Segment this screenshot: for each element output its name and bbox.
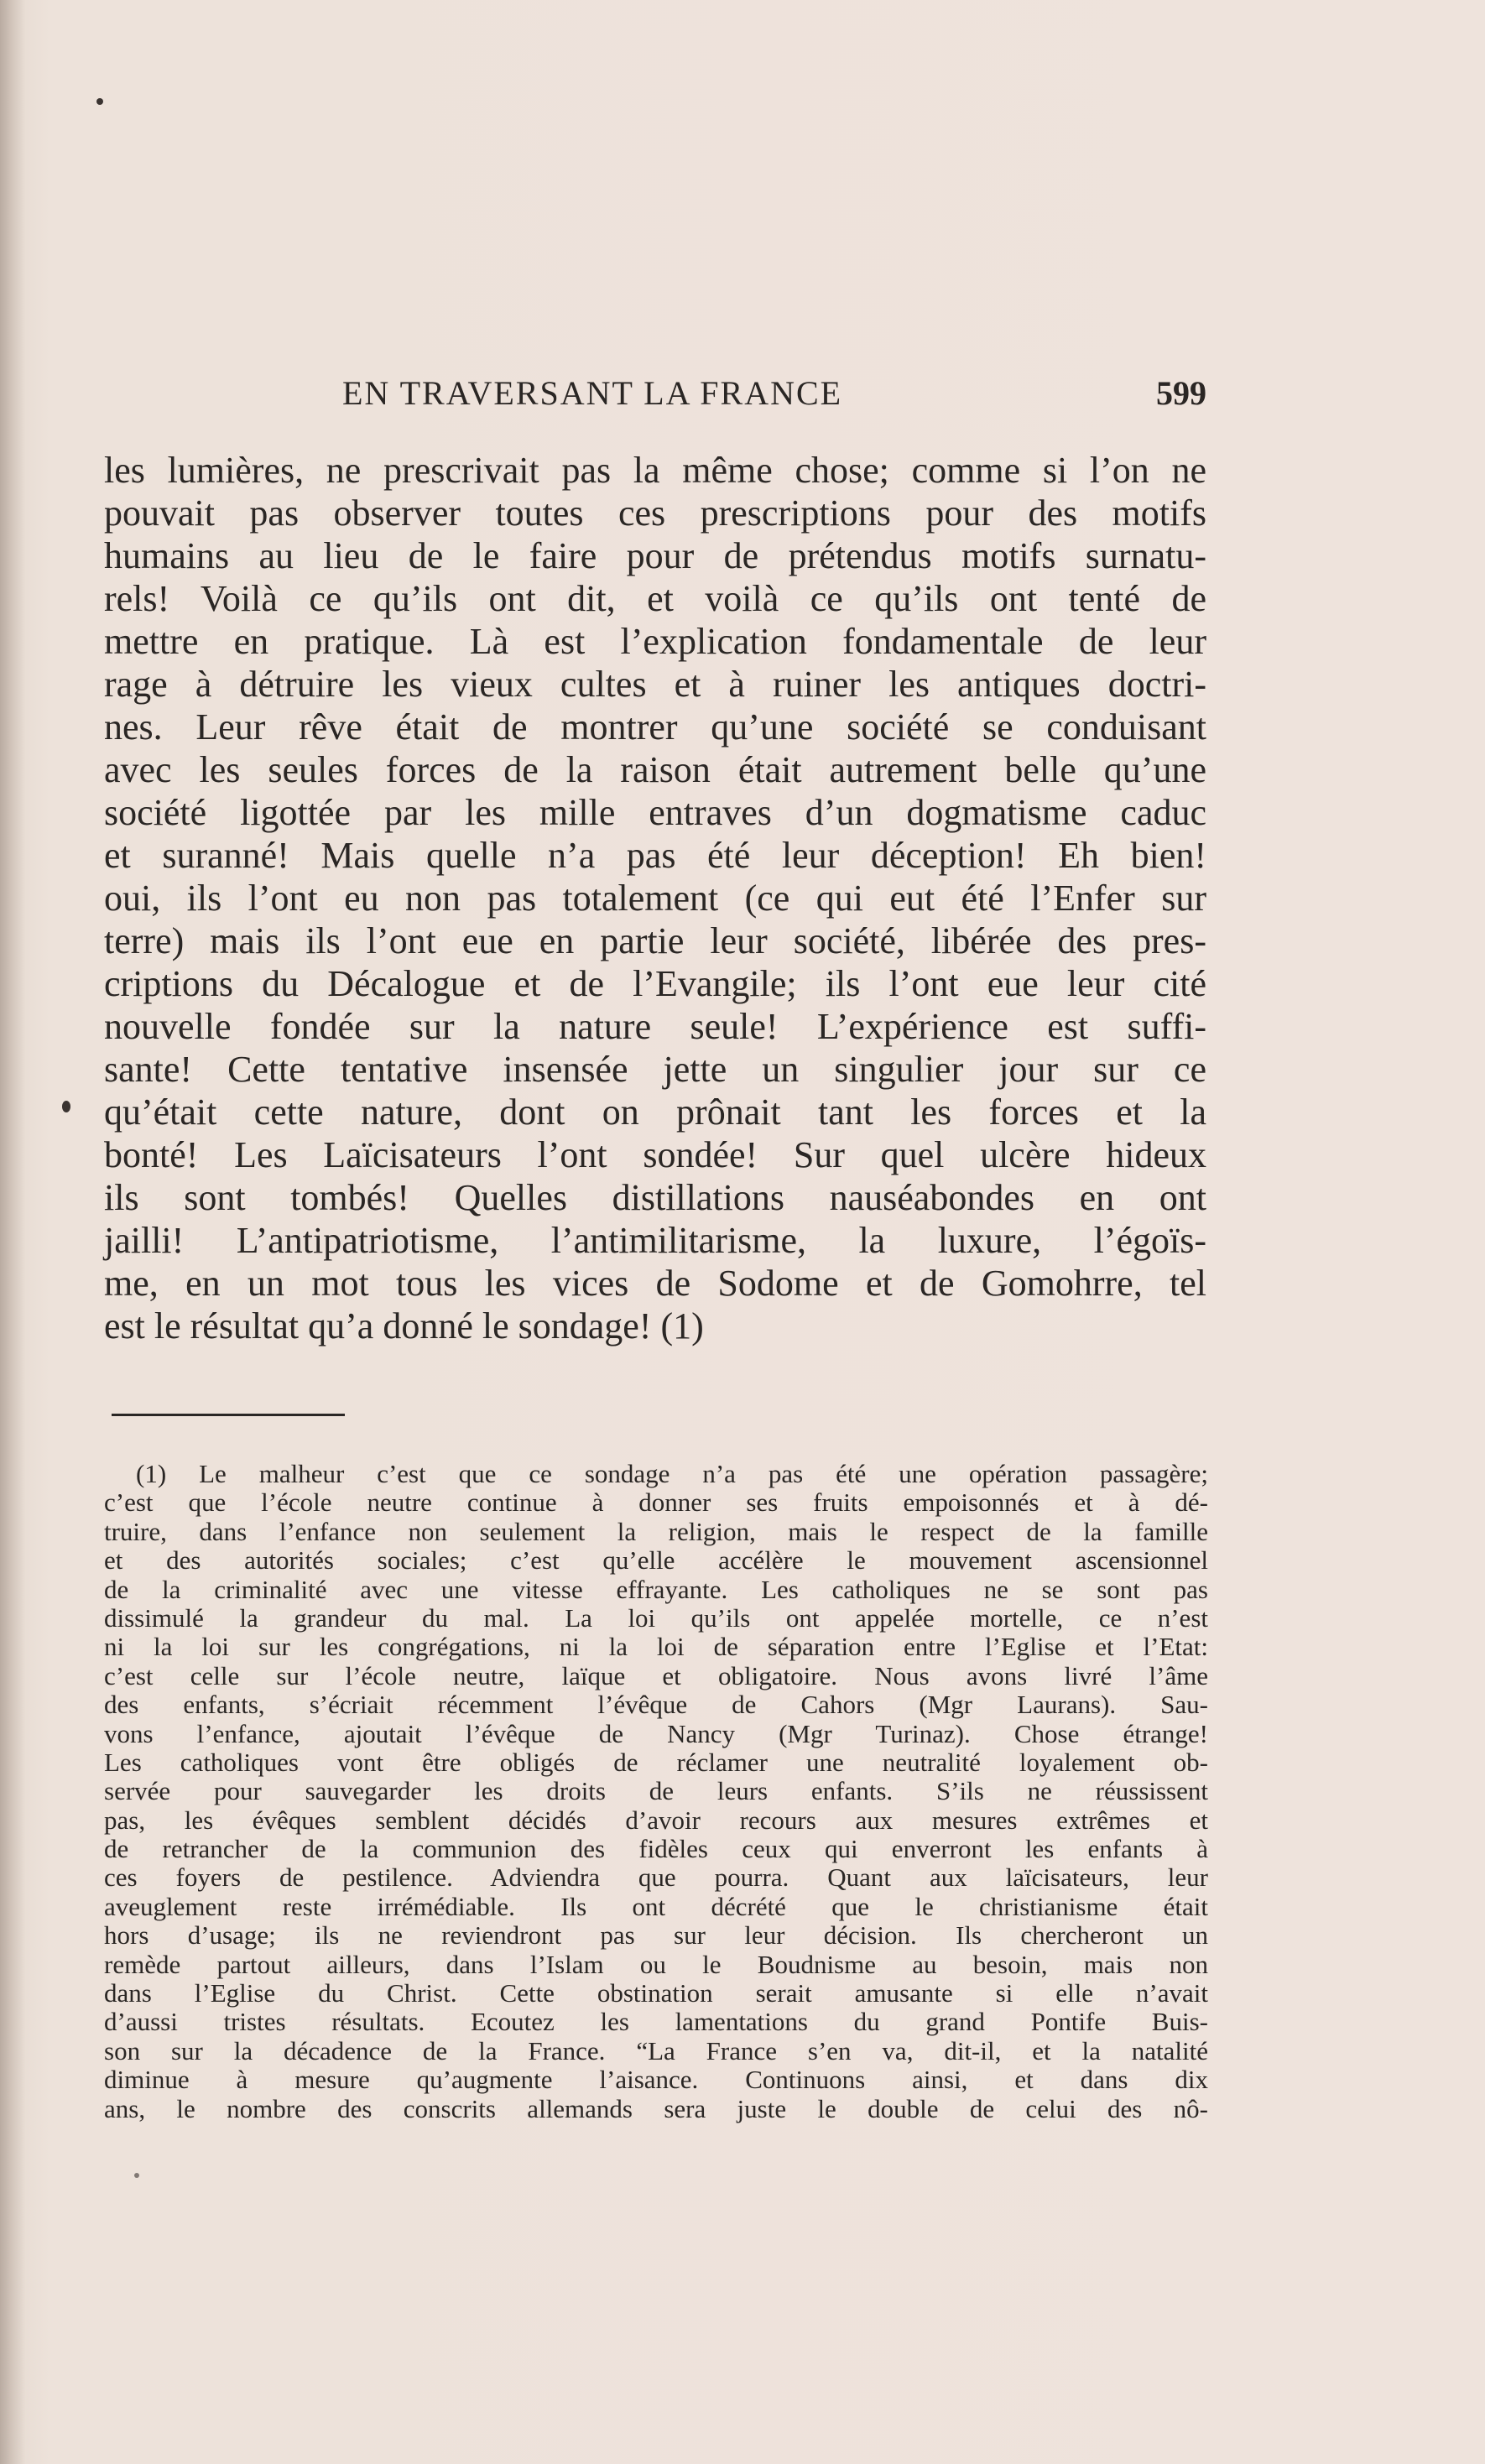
text-line: nes. Leur rêve était de montrer qu’une société se conduisant xyxy=(104,706,1206,748)
text-line: oui, ils l’ont eu non pas totalement (ce qui eut été l’Enfer sur xyxy=(104,878,1206,919)
footnote xyxy=(104,1460,1208,2123)
text-line: humains au lieu de le faire pour de prétendus motifs surnatu- xyxy=(104,535,1206,576)
text-line: sante! Cette tentative insensée jette un singulier jour sur ce xyxy=(104,1049,1206,1090)
ink-speck xyxy=(134,2173,139,2178)
footnote-line: ni la loi sur les congrégations, ni la loi de séparation entre l’Eglise et l’Etat: xyxy=(104,1632,1208,1662)
footnote-line: de la criminalité avec une vitesse effrayante. Les catholiques ne se sont pas xyxy=(104,1574,1208,1604)
text-line: les lumières, ne prescrivait pas la même chose; comme si l’on ne xyxy=(104,450,1206,491)
footnote-line: vons l’enfance, ajoutait l’évêque de Nancy (Mgr Turinaz). Chose étrange! xyxy=(104,1718,1208,1748)
text-line: rels! Voilà ce qu’ils ont dit, et voilà ce qu’ils ont tenté de xyxy=(104,578,1206,619)
footnote-line: ces foyers de pestilence. Adviendra que pourra. Quant aux laïcisateurs, leur xyxy=(104,1862,1208,1893)
text-line: terre) mais ils l’ont eue en partie leur société, libérée des pres- xyxy=(104,920,1206,961)
footnote-line: (1) Le malheur c’est que ce sondage n’a pas été une opération passagère; xyxy=(136,1459,1208,1488)
footnote-line: c’est que l’école neutre continue à donner ses fruits empoisonnés et à dé- xyxy=(104,1487,1208,1518)
footnote-line: Les catholiques vont être obligés de réclamer une neutralité loyalement ob- xyxy=(104,1747,1208,1777)
footnote-line: et des autorités sociales; c’est qu’elle accélère le mouvement ascensionnel xyxy=(104,1545,1208,1576)
ink-speck xyxy=(62,1101,70,1112)
footnote-separator xyxy=(112,1414,345,1416)
text-line: nouvelle fondée sur la nature seule! L’expérience est suffi- xyxy=(104,1006,1206,1047)
text-line: criptions du Décalogue et de l’Evangile; ils l’ont eue leur cité xyxy=(104,963,1206,1004)
footnote-line: servée pour sauvegarder les droits de leurs enfants. S’ils ne réussissent xyxy=(104,1776,1208,1806)
footnote-line: son sur la décadence de la France. “La France s’en va, dit-il, et la natalité xyxy=(104,2035,1208,2065)
footnote-line: aveuglement reste irrémédiable. Ils ont décrété que le christianisme était xyxy=(104,1891,1208,1921)
page-number: 599 xyxy=(1156,374,1206,412)
running-title: EN TRAVERSANT LA FRANCE xyxy=(342,374,843,412)
text-line: avec les seules forces de la raison était autrement belle qu’une xyxy=(104,749,1206,790)
footnote-line: diminue à mesure qu’augmente l’aisance. Continuons ainsi, et dans dix xyxy=(104,2065,1208,2095)
footnote-line: hors d’usage; ils ne reviendront pas sur leur décision. Ils chercheront un xyxy=(104,1920,1208,1951)
text-line: société ligottée par les mille entraves d’un dogmatisme caduc xyxy=(104,792,1206,833)
footnote-line: ans, le nombre des conscrits allemands sera juste le double de celui des nô- xyxy=(104,2093,1208,2123)
footnote-line: dissimulé la grandeur du mal. La loi qu’ils ont appelée mortelle, ce n’est xyxy=(104,1602,1208,1633)
text-line: jailli! L’antipatriotisme, l’antimilitarisme, la luxure, l’égoïs- xyxy=(104,1220,1206,1261)
running-header xyxy=(342,373,1206,424)
text-line: qu’était cette nature, dont on prônait tant les forces et la xyxy=(104,1091,1206,1133)
text-line: est le résultat qu’a donné le sondage! (1) xyxy=(104,1305,704,1347)
footnote-line: remède partout ailleurs, dans l’Islam ou le Boudnisme au besoin, mais non xyxy=(104,1949,1208,1979)
book-spine-shadow xyxy=(0,0,25,2464)
footnote-line: d’aussi tristes résultats. Ecoutez les lamentations du grand Pontife Buis- xyxy=(104,2007,1208,2037)
footnote-line: c’est celle sur l’école neutre, laïque et obligatoire. Nous avons livré l’âme xyxy=(104,1660,1208,1690)
text-line: ils sont tombés! Quelles distillations nauséabondes en ont xyxy=(104,1177,1206,1218)
footnote-line: truire, dans l’enfance non seulement la religion, mais le respect de la famille xyxy=(104,1516,1208,1546)
text-line: mettre en pratique. Là est l’explication fondamentale de leur xyxy=(104,621,1206,662)
footnote-line: dans l’Eglise du Christ. Cette obstination serait amusante si elle n’avait xyxy=(104,1978,1208,2008)
text-line: rage à détruire les vieux cultes et à ruiner les antiques doctri- xyxy=(104,664,1206,705)
footnote-line: des enfants, s’écriait récemment l’évêque de Cahors (Mgr Laurans). Sau- xyxy=(104,1690,1208,1720)
text-line: pouvait pas observer toutes ces prescriptions pour des motifs xyxy=(104,492,1206,534)
footnote-line: de retrancher de la communion des fidèles ceux qui enverront les enfants à xyxy=(104,1834,1208,1864)
footnote-line: pas, les évêques semblent décidés d’avoir recours aux mesures extrêmes et xyxy=(104,1805,1208,1835)
main-text xyxy=(104,449,1206,1347)
text-line: bonté! Les Laïcisateurs l’ont sondée! Sur quel ulcère hideux xyxy=(104,1134,1206,1175)
text-line: me, en un mot tous les vices de Sodome et de Gomohrre, tel xyxy=(104,1263,1206,1304)
ink-speck xyxy=(96,98,103,105)
text-line: et suranné! Mais quelle n’a pas été leur déception! Eh bien! xyxy=(104,835,1206,876)
